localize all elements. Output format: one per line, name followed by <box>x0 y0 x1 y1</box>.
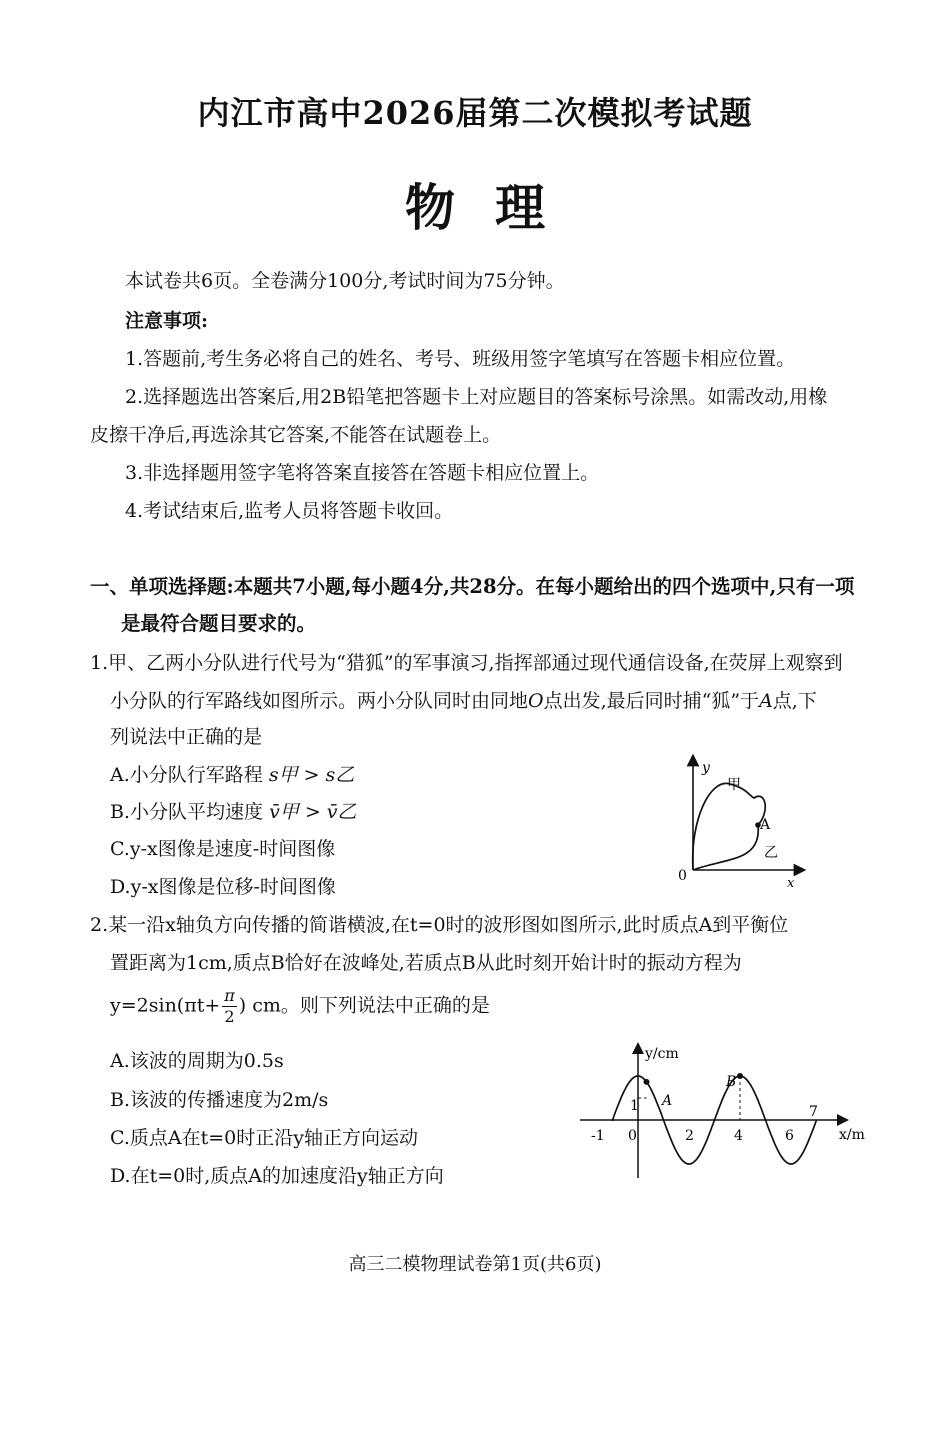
notice-item-4: 4.考试结束后,监考人员将答题卡收回。 <box>125 500 454 522</box>
section-heading-continued: 是最符合题目要求的。 <box>121 612 317 635</box>
q1-stem-line-2: 小分队的行军路线如图所示。两小分队同时由同地O点出发,最后同时捕“狐”于A点,下 <box>110 690 817 712</box>
q1-option-a[interactable]: A.小分队行军路程 s甲 > s乙 <box>110 764 355 786</box>
label-b: B <box>726 1074 737 1090</box>
page-footer: 高三二模物理试卷第1页(共6页) <box>348 1254 602 1275</box>
tick-label-2: 2 <box>685 1128 694 1144</box>
point-b <box>737 1073 743 1079</box>
q1-stem-line-1: 1.甲、乙两小分队进行代号为“猎狐”的军事演习,指挥部通过现代通信设备,在荧屏上观察到 <box>90 652 843 674</box>
y-axis-label: y/cm <box>645 1046 679 1062</box>
q2-stem-line-2: 置距离为1cm,质点B恰好在波峰处,若质点B从此时刻开始计时的振动方程为 <box>110 952 742 974</box>
q1-option-b[interactable]: B.小分队平均速度 v̄甲 > v̄乙 <box>110 801 357 823</box>
origin-label: 0 <box>678 868 687 884</box>
tick-label-0: 0 <box>628 1128 637 1144</box>
q1-option-c[interactable]: C.y-x图像是速度-时间图像 <box>110 838 336 860</box>
tick-label-4: 4 <box>734 1128 743 1144</box>
label-yi: 乙 <box>764 845 778 861</box>
q1-stem-line-3: 列说法中正确的是 <box>110 726 263 748</box>
tick-label-7: 7 <box>809 1104 818 1120</box>
tick-label-6: 6 <box>785 1128 794 1144</box>
q2-equation: y=2sin(πt+ $\frac{\pi}{2}$ ) cm。则下列说法中正确的是 <box>110 986 490 1026</box>
notice-item-2: 2.选择题选出答案后,用2B铅笔把答题卡上对应题目的答案标号涂黑。如需改动,用橡 <box>125 386 828 408</box>
notice-item-1: 1.答题前,考生务必将自己的姓名、考号、班级用签字笔填写在答题卡相应位置。 <box>125 348 796 370</box>
q2-option-c[interactable]: C.质点A在t=0时正沿y轴正方向运动 <box>110 1127 418 1149</box>
q2-wave-graph <box>575 1040 870 1180</box>
label-a: A <box>662 1093 673 1109</box>
path-jia <box>693 783 766 870</box>
q1-path-diagram <box>670 750 820 895</box>
notice-item-3: 3.非选择题用签字笔将答案直接答在答题卡相应位置上。 <box>125 462 600 484</box>
point-a <box>644 1079 650 1085</box>
x-axis-label: x <box>787 876 795 891</box>
notice-title: 注意事项: <box>125 310 209 332</box>
tick-label-1: 1 <box>630 1098 639 1114</box>
x-axis-label: x/m <box>839 1127 865 1143</box>
path-yi <box>693 825 758 870</box>
fraction-pi-over-2: $\frac{\pi}{2}$ <box>224 986 235 1026</box>
tick-label-neg1: -1 <box>591 1128 605 1144</box>
q2-option-d[interactable]: D.在t=0时,质点A的加速度沿y轴正方向 <box>110 1165 444 1187</box>
q2-option-b[interactable]: B.该波的传播速度为2m/s <box>110 1089 329 1111</box>
label-jia: 甲 <box>727 777 741 793</box>
exam-summary: 本试卷共6页。全卷满分100分,考试时间为75分钟。 <box>125 270 565 292</box>
section-heading: 一、单项选择题:本题共7小题,每小题4分,共28分。在每小题给出的四个选项中,只有一项 <box>90 575 855 598</box>
subject-title: 物理 <box>405 178 585 237</box>
exam-title: 内江市高中2026届第二次模拟考试题 <box>197 94 753 132</box>
q1-option-d[interactable]: D.y-x图像是位移-时间图像 <box>110 876 336 898</box>
notice-item-2-continued: 皮擦干净后,再选涂其它答案,不能答在试题卷上。 <box>90 424 502 446</box>
label-a: A <box>760 817 771 833</box>
y-axis-label: y <box>702 760 710 776</box>
q2-option-a[interactable]: A.该波的周期为0.5s <box>110 1050 284 1072</box>
q2-stem-line-1: 2.某一沿x轴负方向传播的简谐横波,在t=0时的波形图如图所示,此时质点A到平衡位 <box>90 914 789 936</box>
